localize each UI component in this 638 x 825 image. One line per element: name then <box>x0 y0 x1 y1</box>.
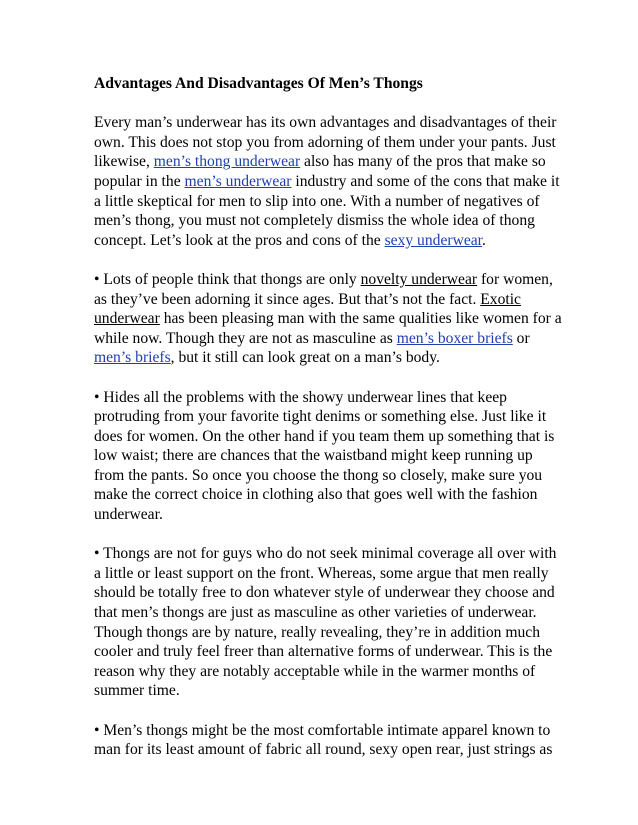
text-line: • Hides all the problems with the showy underwear lines that keep <box>94 388 507 406</box>
text-run: popular in the <box>94 172 185 190</box>
document-page <box>94 74 600 779</box>
link-mens-briefs[interactable]: men’s briefs <box>94 349 171 367</box>
text-run: likewise, <box>94 153 154 171</box>
paragraph-coverage <box>94 544 600 701</box>
text-run: for women, <box>477 270 553 288</box>
document-title: Advantages And Disadvantages Of Men’s Thongs <box>94 75 423 92</box>
paragraph-comfort <box>94 721 600 760</box>
link-sexy-underwear[interactable]: sexy underwear <box>384 231 483 249</box>
link-novelty-underwear[interactable]: novelty underwear <box>360 270 478 288</box>
text-line: from the pants. So once you choose the thong so closely, make sure you <box>94 466 543 484</box>
text-line: reason why they are notably acceptable while in the warmer months of <box>94 662 536 680</box>
text-line: • Thongs are not for guys who do not seek minimal coverage all over with <box>94 545 557 563</box>
text-line <box>94 231 600 251</box>
text-run: has been pleasing man with the same qualities like women for a <box>159 310 562 328</box>
text-line <box>94 329 600 349</box>
text-line: man for its least amount of fabric all round, sexy open rear, just strings as <box>94 741 553 759</box>
text-line: does for women. On the other hand if you team them up something that is <box>94 427 555 445</box>
text-line <box>94 152 600 172</box>
text-line: make the correct choice in clothing also that goes well with the fashion <box>94 486 538 504</box>
link-mens-thong-underwear[interactable]: men’s thong underwear <box>153 153 301 171</box>
text-line: low waist; there are chances that the waistband might keep running up <box>94 447 533 465</box>
text-line <box>94 290 600 310</box>
text-run: while now. Though they are not as masculine as <box>94 329 397 347</box>
link-exotic-underwear[interactable]: Exotic <box>480 290 521 308</box>
text-line: underwear. <box>94 506 163 524</box>
text-line: own. This does not stop you from adorning of them under your pants. Just <box>94 133 556 151</box>
link-mens-underwear[interactable]: men’s underwear <box>184 172 292 190</box>
text-line: protruding from your favorite tight denims or something else. Just like it <box>94 408 547 426</box>
text-line: • Men’s thongs might be the most comfortable intimate apparel known to <box>94 721 551 739</box>
text-run: • Lots of people think that thongs are only <box>94 270 361 288</box>
text-run: or <box>512 329 530 347</box>
text-line: should be totally free to don whatever style of underwear they choose and <box>94 584 555 602</box>
text-line: Every man’s underwear has its own advantages and disadvantages of their <box>94 114 557 132</box>
link-mens-boxer-briefs[interactable]: men’s boxer briefs <box>396 329 513 347</box>
text-line: men’s thong, you must not completely dismiss the whole idea of thong <box>94 212 535 230</box>
paragraph-novelty <box>94 270 600 368</box>
text-run: also has many of the pros that make so <box>300 153 546 171</box>
text-line: that men’s thongs are just as masculine as other varieties of underwear. <box>94 604 537 622</box>
text-line <box>94 309 600 329</box>
text-run: , but it still can look great on a man’s body. <box>170 349 440 367</box>
text-run: . <box>482 231 486 249</box>
text-run: concept. Let’s look at the pros and cons of the <box>94 231 385 249</box>
text-line: cooler and truly feel freer than alternative forms of underwear. This is the <box>94 643 553 661</box>
paragraph-hides-lines <box>94 388 600 525</box>
text-run: industry and some of the cons that make it <box>291 172 560 190</box>
text-line <box>94 172 600 192</box>
text-line: a little or least support on the front. Whereas, some argue that men really <box>94 564 549 582</box>
text-line: Though thongs are by nature, really revealing, they’re in addition much <box>94 623 541 641</box>
text-run: as they’ve been adorning it since ages. But that’s not the fact. <box>94 290 481 308</box>
text-line: summer time. <box>94 682 180 700</box>
link-exotic-underwear-cont[interactable]: underwear <box>94 310 160 328</box>
text-line <box>94 348 600 368</box>
paragraph-intro <box>94 113 600 250</box>
text-line: a little skeptical for men to slip into one. With a number of negatives of <box>94 192 540 210</box>
text-line <box>94 270 600 290</box>
